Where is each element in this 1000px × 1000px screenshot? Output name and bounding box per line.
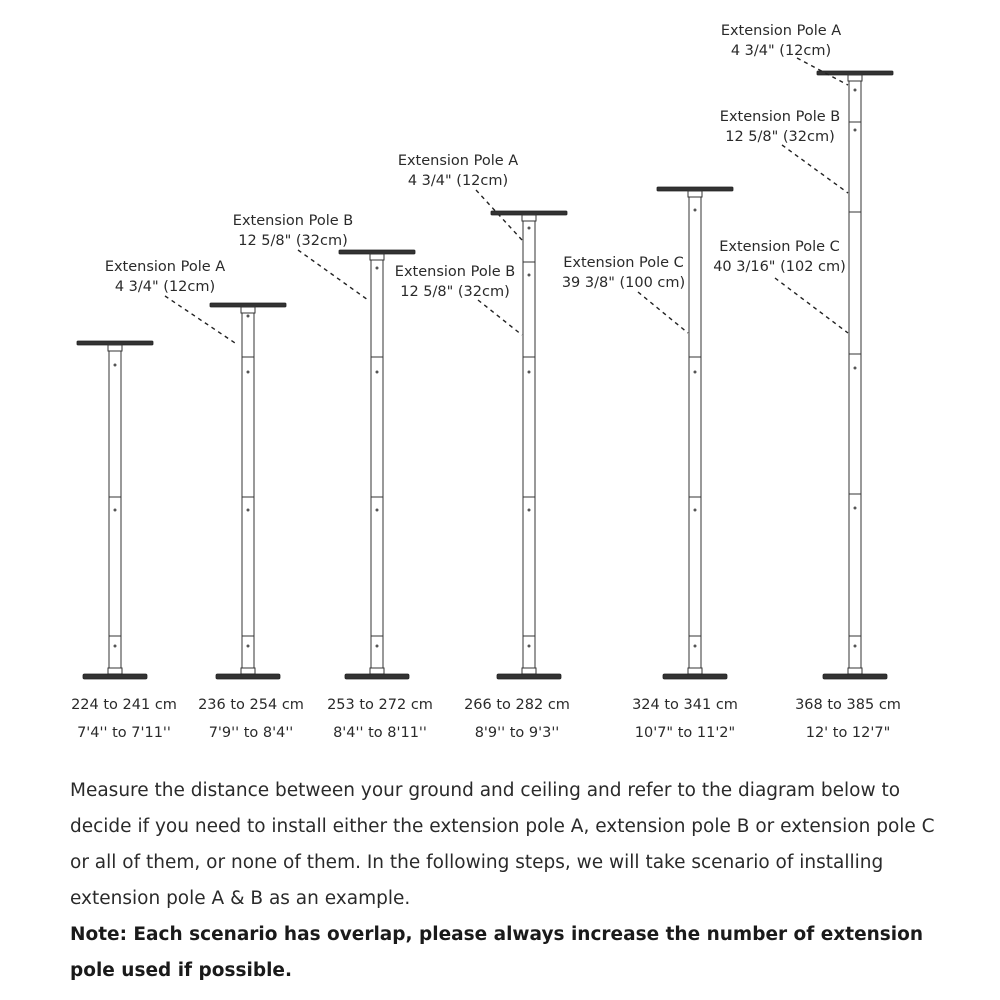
- label-size: 4 3/4" (12cm): [114, 279, 216, 295]
- ceiling-plate: [210, 303, 286, 307]
- pin-hole: [854, 645, 857, 648]
- pole-shaft: [523, 221, 535, 670]
- floor-plate: [83, 674, 147, 679]
- bottom-connector: [108, 668, 122, 674]
- top-connector: [688, 191, 702, 197]
- label-pole6-b: [715, 107, 845, 147]
- range-cm: 253 to 272 cm: [327, 697, 433, 713]
- pin-hole: [528, 227, 531, 230]
- pole-shaft: [371, 260, 383, 670]
- bottom-connector: [241, 668, 255, 674]
- label-pole1-a: [100, 257, 230, 297]
- top-connector: [241, 307, 255, 313]
- pin-hole: [854, 89, 857, 92]
- top-connector: [108, 345, 122, 351]
- pin-hole: [114, 509, 117, 512]
- floor-plate: [216, 674, 280, 679]
- label-size: 12 5/8" (32cm): [400, 284, 510, 300]
- label-size: 12 5/8" (32cm): [238, 233, 348, 249]
- pin-hole: [376, 645, 379, 648]
- label-name: Extension Pole A: [397, 153, 519, 169]
- pin-hole: [694, 371, 697, 374]
- label-size: 39 3/8" (100 cm): [561, 275, 686, 291]
- label-name: Extension Pole B: [394, 264, 516, 280]
- label-size: 4 3/4" (12cm): [730, 43, 832, 59]
- pin-hole: [247, 645, 250, 648]
- range-cm: 236 to 254 cm: [198, 697, 304, 713]
- label-pole2-b: [228, 211, 358, 251]
- range-pole5: [615, 695, 755, 743]
- floor-plate: [345, 674, 409, 679]
- pin-hole: [247, 509, 250, 512]
- range-pole3: [310, 695, 450, 743]
- pin-hole: [376, 371, 379, 374]
- range-ft: 8'4'' to 8'11'': [333, 725, 427, 741]
- pole-shaft: [849, 81, 861, 670]
- range-pole4: [447, 695, 587, 743]
- pin-hole: [528, 371, 531, 374]
- range-ft: 12' to 12'7": [805, 725, 891, 741]
- floor-plate: [663, 674, 727, 679]
- ceiling-plate: [657, 187, 733, 191]
- note-text: Note: Each scenario has overlap, please always increase the number of extension pole used if possible.: [70, 924, 924, 981]
- range-pole6: [778, 695, 918, 743]
- range-pole2: [181, 695, 321, 743]
- range-cm: 324 to 341 cm: [632, 697, 738, 713]
- pin-hole: [376, 267, 379, 270]
- pin-hole: [247, 315, 250, 318]
- pin-hole: [528, 645, 531, 648]
- leader-line: [478, 300, 522, 335]
- pin-hole: [114, 645, 117, 648]
- range-cm: 224 to 241 cm: [71, 697, 177, 713]
- label-name: Extension Pole A: [104, 259, 226, 275]
- pin-hole: [528, 274, 531, 277]
- pin-hole: [854, 129, 857, 132]
- label-size: 4 3/4" (12cm): [407, 173, 509, 189]
- label-name: Extension Pole B: [232, 213, 354, 229]
- top-connector: [522, 215, 536, 221]
- label-pole3-b: [390, 262, 520, 302]
- label-pole4-c: [556, 253, 691, 293]
- pin-hole: [694, 509, 697, 512]
- pin-hole: [854, 507, 857, 510]
- pole-shaft: [242, 313, 254, 670]
- range-ft: 7'9'' to 8'4'': [208, 725, 294, 741]
- leader-line: [298, 250, 368, 300]
- range-cm: 266 to 282 cm: [464, 697, 570, 713]
- label-size: 40 3/16" (102 cm): [713, 259, 846, 275]
- pin-hole: [114, 364, 117, 367]
- ceiling-plate: [77, 341, 153, 345]
- range-ft: 7'4'' to 7'11'': [77, 725, 171, 741]
- bottom-connector: [848, 668, 862, 674]
- range-ft: 10'7" to 11'2": [634, 725, 736, 741]
- instructions-text: Measure the distance between your ground and ceiling and refer to the diagram below to decide if you need to install either the extension pole A, extension pole B or extension pole C or all of them, or none of them. In the following steps, we will take scenario of installing extension pole A & B as an example.: [70, 780, 935, 909]
- bottom-connector: [522, 668, 536, 674]
- pin-hole: [528, 509, 531, 512]
- label-name: Extension Pole B: [719, 109, 841, 125]
- range-cm: 368 to 385 cm: [795, 697, 901, 713]
- leader-line: [638, 292, 688, 333]
- range-ft: 8'9'' to 9'3'': [474, 725, 560, 741]
- label-name: Extension Pole C: [719, 239, 840, 255]
- pin-hole: [694, 645, 697, 648]
- leader-line: [782, 145, 848, 193]
- leader-line: [775, 278, 848, 333]
- label-name: Extension Pole A: [720, 23, 842, 39]
- label-name: Extension Pole C: [563, 255, 684, 271]
- pin-hole: [854, 367, 857, 370]
- label-pole3-a: [393, 151, 523, 191]
- label-pole6-c: [712, 237, 847, 277]
- pin-hole: [376, 509, 379, 512]
- bottom-connector: [370, 668, 384, 674]
- label-pole6-a: [716, 21, 846, 61]
- top-connector: [370, 254, 384, 260]
- ceiling-plate: [491, 211, 567, 215]
- pin-hole: [247, 371, 250, 374]
- bottom-connector: [688, 668, 702, 674]
- range-pole1: [54, 695, 194, 743]
- label-size: 12 5/8" (32cm): [725, 129, 835, 145]
- floor-plate: [497, 674, 561, 679]
- top-connector: [848, 75, 862, 81]
- pin-hole: [694, 209, 697, 212]
- floor-plate: [823, 674, 887, 679]
